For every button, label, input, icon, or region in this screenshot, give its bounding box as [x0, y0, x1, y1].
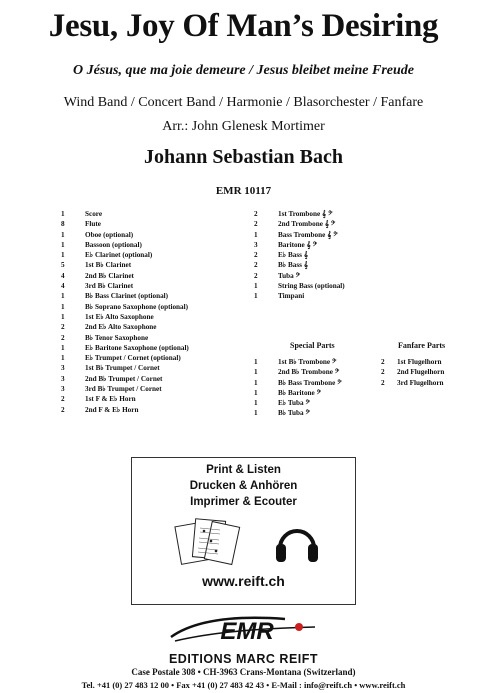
headphones-icon: [272, 518, 322, 568]
list-item: 3 Baritone 𝄞 𝄢: [254, 240, 318, 249]
list-item: 2 1st Trombone 𝄞 𝄢: [254, 210, 333, 218]
list-item: 1 Timpani: [254, 292, 305, 301]
publisher-contact: Tel. +41 (0) 27 483 12 00 • Fax +41 (0) 27 483 42 43 • E-Mail : info@reift.ch • www.reift.ch: [81, 680, 406, 690]
list-item: 2 2nd Trombone 𝄞 𝄢: [254, 220, 336, 229]
special-parts-list: [254, 357, 342, 419]
list-item: 2 2nd Flugelhorn: [381, 368, 445, 377]
arranger: Arr.: John Glenesk Mortimer: [162, 119, 325, 134]
list-item: 1 E♭ Baritone Saxophone (optional): [61, 343, 189, 352]
list-item: 2 1st Flugelhorn: [381, 358, 442, 366]
list-item: 1 Bass Trombone 𝄞 𝄢: [254, 230, 338, 239]
list-item: 2 3rd Flugelhorn: [381, 378, 444, 387]
list-item: 2 2nd F & E♭ Horn: [61, 405, 139, 414]
list-item: 1 B♭ Tuba 𝄢: [254, 409, 310, 418]
list-item: 1 1st B♭ Trombone 𝄢: [254, 358, 337, 366]
list-item: 1 String Bass (optional): [254, 282, 345, 291]
list-item: 1 B♭ Bass Clarinet (optional): [61, 292, 169, 301]
sheet-music-icon: [174, 514, 242, 566]
list-item: 1 2nd B♭ Trombone 𝄢: [254, 368, 340, 377]
list-item: 1 E♭ Tuba 𝄢: [254, 399, 310, 408]
list-item: 2 Tuba 𝄢: [254, 271, 301, 280]
list-item: 2 B♭ Bass 𝄞: [254, 261, 309, 270]
publisher-address: Case Postale 308 • CH-3963 Crans-Montana (Switzerland): [131, 667, 356, 677]
list-item: 1 B♭ Bass Trombone 𝄢: [254, 378, 342, 387]
composer: Johann Sebastian Bach: [144, 146, 343, 168]
drucken-label: Drucken & Anhören: [189, 480, 298, 492]
fanfare-parts-title: Fanfare Parts: [398, 341, 446, 350]
list-item: 3 2nd B♭ Trumpet / Cornet: [61, 374, 163, 383]
list-item: 2 E♭ Bass 𝄞: [254, 251, 309, 260]
list-item: 1 E♭ Trumpet / Cornet (optional): [61, 354, 181, 363]
list-item: 1 Bassoon (optional): [61, 240, 142, 249]
list-item: 1 Oboe (optional): [61, 230, 134, 239]
publisher-name: EDITIONS MARC REIFT: [168, 652, 319, 666]
special-parts-title: Special Parts: [290, 341, 335, 350]
list-item: 5 1st B♭ Clarinet: [61, 261, 132, 270]
subtitle: O Jésus, que ma joie demeure / Jesus bleibet meine Freude: [72, 63, 415, 78]
catalog-number: EMR 10117: [215, 185, 272, 197]
list-item: 1 1st E♭ Alto Saxophone: [61, 312, 154, 321]
parts-list-left: [61, 209, 189, 415]
list-item: 2 1st F & E♭ Horn: [61, 395, 136, 404]
print-listen-label: Print & Listen: [206, 464, 281, 476]
print-listen-box: [131, 457, 356, 605]
imprimer-label: Imprimer & Ecouter: [190, 496, 297, 508]
parts-list-middle: [254, 209, 345, 302]
svg-text:EMR: EMR: [220, 618, 274, 645]
list-item: 1 B♭ Baritone 𝄢: [254, 388, 322, 397]
list-item: 1 Score: [61, 210, 103, 218]
list-item: 1 B♭ Soprano Saxophone (optional): [61, 302, 189, 311]
list-item: 3 1st B♭ Trumpet / Cornet: [61, 364, 160, 373]
website-link[interactable]: www.reift.ch: [202, 573, 285, 589]
emr-logo: [165, 609, 330, 651]
list-item: 4 3rd B♭ Clarinet: [61, 282, 134, 291]
band-types: Wind Band / Concert Band / Harmonie / Blasorchester / Fanfare: [63, 95, 424, 110]
list-item: 1 E♭ Clarinet (optional): [61, 251, 153, 260]
list-item: 8 Flute: [61, 220, 101, 229]
list-item: 3 3rd B♭ Trumpet / Cornet: [61, 385, 162, 394]
list-item: 2 2nd E♭ Alto Saxophone: [61, 323, 157, 332]
list-item: 4 2nd B♭ Clarinet: [61, 271, 134, 280]
page-title: Jesu, Joy Of Man’s Desiring: [48, 8, 439, 44]
list-item: 2 B♭ Tenor Saxophone: [61, 333, 149, 342]
fanfare-parts-list: [381, 357, 444, 388]
